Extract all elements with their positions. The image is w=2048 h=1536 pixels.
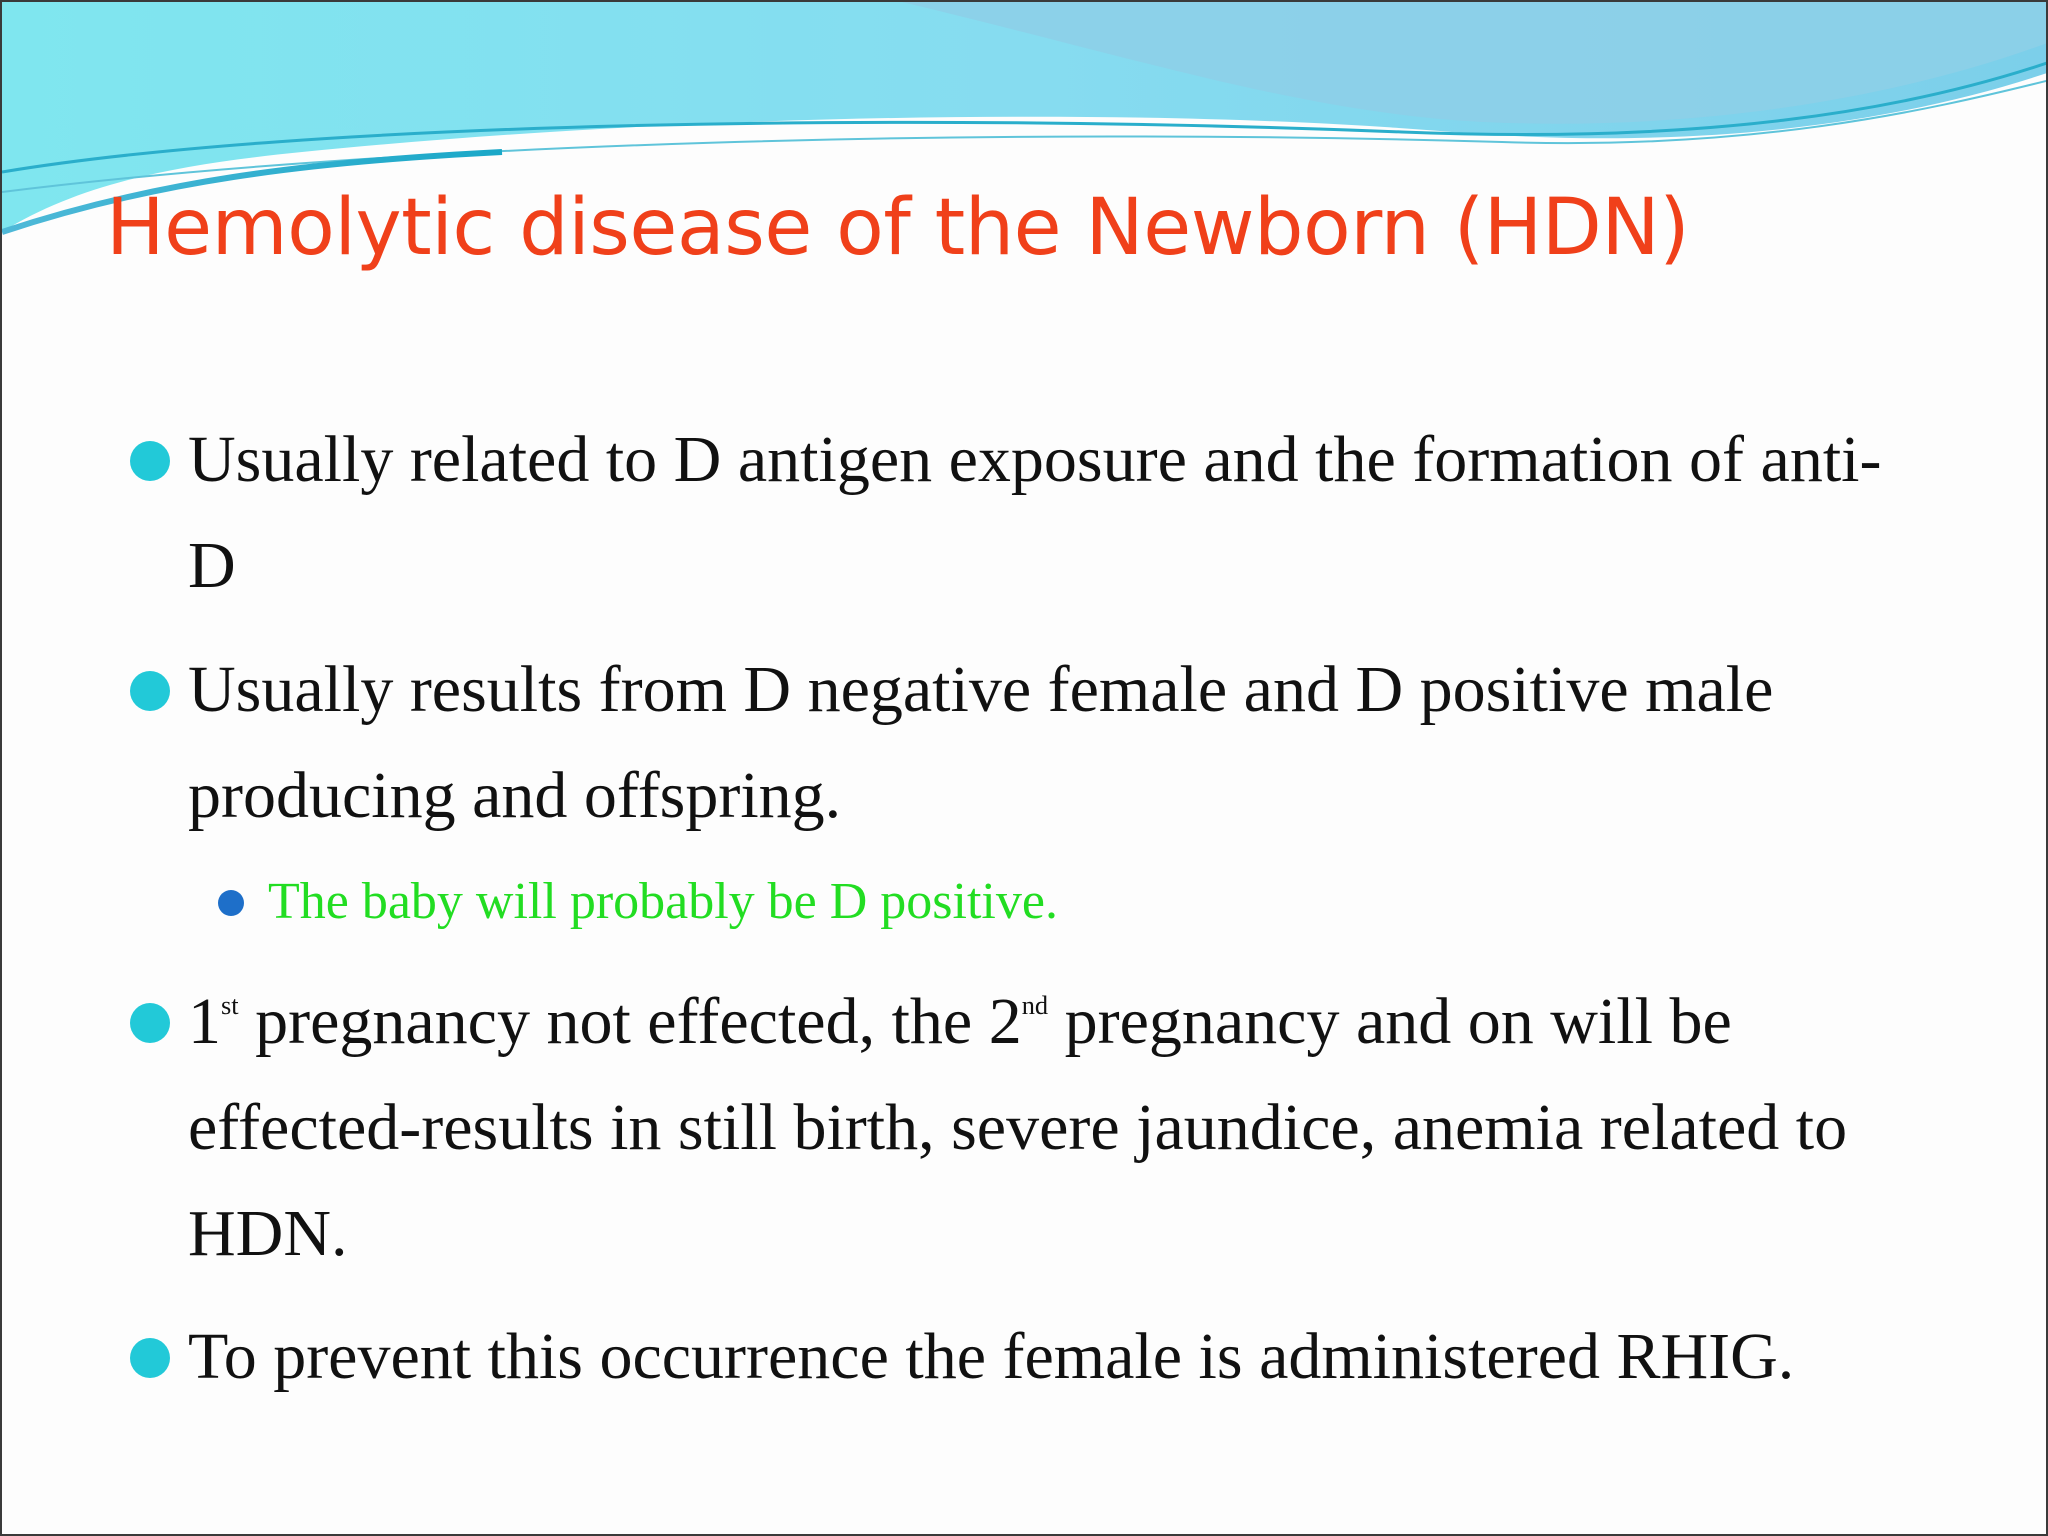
bullet-dot-icon (130, 441, 170, 481)
sub-bullet-item (268, 862, 1868, 942)
ordinal-suffix: st (221, 989, 239, 1020)
bullet-list (2, 2, 2048, 1536)
bullet-dot-icon (130, 1003, 170, 1043)
bullet-text-segment: pregnancy not effected, the 2 (238, 985, 1022, 1058)
bullet-item-3 (188, 969, 1928, 1287)
bullet-text: Usually results from D negative female and D positive male producing and offspring. (188, 653, 1774, 832)
bullet-text: Usually related to D antigen exposure and the formation of anti-D (188, 423, 1882, 602)
bullet-item-4 (188, 1304, 1928, 1410)
bullet-dot-icon (130, 1338, 170, 1378)
bullet-text-segment: pregnancy and on will be effected-results in still birth, severe jaundice, anemia related to HDN. (188, 985, 1848, 1270)
bullet-item-2 (188, 637, 1928, 849)
bullet-dot-icon (130, 671, 170, 711)
bullet-text: To prevent this occurrence the female is administered RHIG. (188, 1320, 1795, 1393)
ordinal-number: 1 (188, 985, 221, 1058)
bullet-item-1 (188, 407, 1928, 619)
slide-title: Hemolytic disease of the Newborn (HDN) (106, 183, 1690, 273)
sub-bullet-text: The baby will probably be D positive. (268, 873, 1058, 930)
ordinal-suffix: nd (1021, 989, 1049, 1020)
sub-bullet-dot-icon (218, 890, 244, 916)
bullet-text (188, 985, 1847, 1270)
